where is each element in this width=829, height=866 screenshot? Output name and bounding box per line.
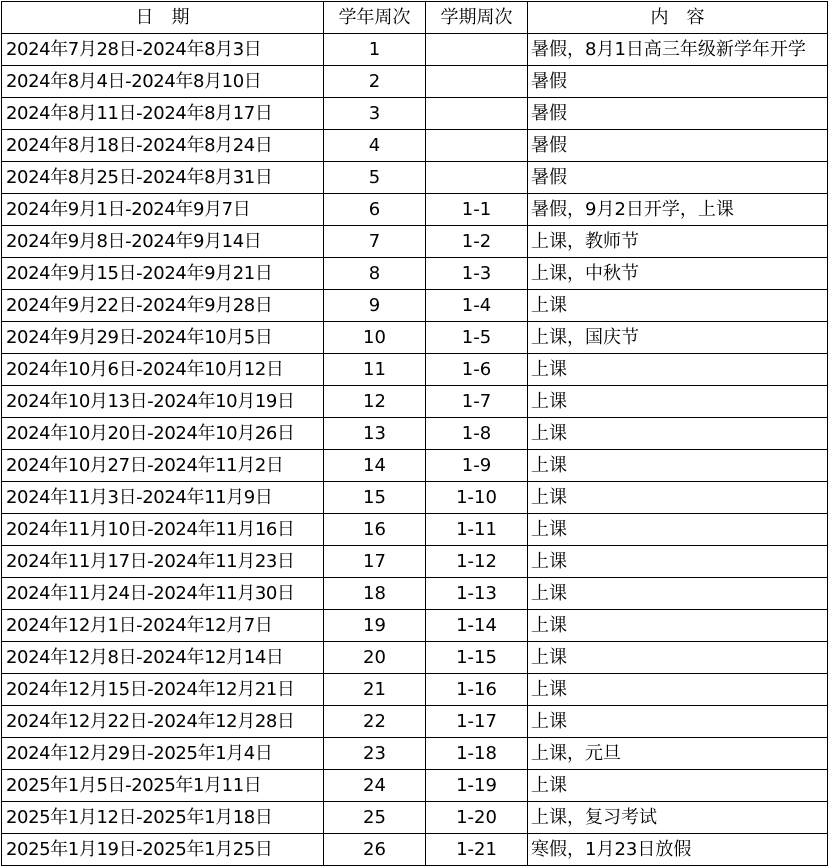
cell-year-week: 19 xyxy=(324,610,426,642)
table-row xyxy=(2,354,828,386)
cell-term-week: 1-18 xyxy=(426,738,528,770)
cell-term-week: 1-14 xyxy=(426,610,528,642)
cell-term-week: 1-20 xyxy=(426,802,528,834)
cell-year-week: 2 xyxy=(324,66,426,98)
cell-date: 2024年10月13日-2024年10月19日 xyxy=(2,386,324,418)
cell-term-week: 1-15 xyxy=(426,642,528,674)
cell-date: 2024年9月8日-2024年9月14日 xyxy=(2,226,324,258)
cell-date: 2024年8月11日-2024年8月17日 xyxy=(2,98,324,130)
table-row xyxy=(2,706,828,738)
cell-term-week xyxy=(426,130,528,162)
cell-date: 2024年12月29日-2025年1月4日 xyxy=(2,738,324,770)
table-row xyxy=(2,418,828,450)
cell-year-week: 4 xyxy=(324,130,426,162)
cell-content: 暑假，9月2日开学，上课 xyxy=(528,194,828,226)
cell-term-week xyxy=(426,98,528,130)
cell-term-week: 1-13 xyxy=(426,578,528,610)
cell-term-week: 1-17 xyxy=(426,706,528,738)
cell-year-week: 18 xyxy=(324,578,426,610)
cell-date: 2025年1月19日-2025年1月25日 xyxy=(2,834,324,866)
cell-content: 上课，元旦 xyxy=(528,738,828,770)
table-row xyxy=(2,258,828,290)
cell-term-week: 1-9 xyxy=(426,450,528,482)
cell-content: 上课 xyxy=(528,290,828,322)
cell-content: 上课，国庆节 xyxy=(528,322,828,354)
cell-date: 2024年8月18日-2024年8月24日 xyxy=(2,130,324,162)
header-content: 内 容 xyxy=(528,2,828,34)
cell-term-week: 1-4 xyxy=(426,290,528,322)
cell-year-week: 14 xyxy=(324,450,426,482)
table-body xyxy=(2,34,828,866)
cell-term-week: 1-8 xyxy=(426,418,528,450)
cell-date: 2024年9月22日-2024年9月28日 xyxy=(2,290,324,322)
cell-term-week xyxy=(426,34,528,66)
cell-year-week: 21 xyxy=(324,674,426,706)
cell-year-week: 7 xyxy=(324,226,426,258)
cell-term-week: 1-10 xyxy=(426,482,528,514)
cell-date: 2024年8月25日-2024年8月31日 xyxy=(2,162,324,194)
cell-year-week: 8 xyxy=(324,258,426,290)
cell-term-week: 1-6 xyxy=(426,354,528,386)
cell-year-week: 13 xyxy=(324,418,426,450)
table-row xyxy=(2,194,828,226)
cell-content: 上课 xyxy=(528,578,828,610)
table-row xyxy=(2,130,828,162)
cell-content: 上课，教师节 xyxy=(528,226,828,258)
cell-date: 2024年11月3日-2024年11月9日 xyxy=(2,482,324,514)
cell-date: 2024年10月27日-2024年11月2日 xyxy=(2,450,324,482)
cell-date: 2024年8月4日-2024年8月10日 xyxy=(2,66,324,98)
cell-content: 暑假 xyxy=(528,98,828,130)
cell-date: 2024年9月1日-2024年9月7日 xyxy=(2,194,324,226)
cell-term-week: 1-2 xyxy=(426,226,528,258)
cell-content: 上课 xyxy=(528,706,828,738)
cell-content: 上课 xyxy=(528,354,828,386)
cell-term-week xyxy=(426,162,528,194)
cell-year-week: 5 xyxy=(324,162,426,194)
cell-year-week: 1 xyxy=(324,34,426,66)
table-row xyxy=(2,674,828,706)
cell-content: 上课 xyxy=(528,674,828,706)
header-row xyxy=(2,2,828,34)
cell-content: 上课 xyxy=(528,770,828,802)
cell-term-week: 1-19 xyxy=(426,770,528,802)
table-row xyxy=(2,578,828,610)
cell-content: 寒假，1月23日放假 xyxy=(528,834,828,866)
cell-content: 上课 xyxy=(528,514,828,546)
cell-year-week: 24 xyxy=(324,770,426,802)
cell-date: 2024年12月22日-2024年12月28日 xyxy=(2,706,324,738)
table-row xyxy=(2,322,828,354)
header-date: 日 期 xyxy=(2,2,324,34)
cell-term-week: 1-1 xyxy=(426,194,528,226)
cell-year-week: 15 xyxy=(324,482,426,514)
cell-content: 上课 xyxy=(528,450,828,482)
cell-content: 暑假 xyxy=(528,162,828,194)
table-row xyxy=(2,386,828,418)
table-row xyxy=(2,290,828,322)
cell-date: 2024年10月6日-2024年10月12日 xyxy=(2,354,324,386)
table-row xyxy=(2,98,828,130)
table-row xyxy=(2,66,828,98)
table-row xyxy=(2,34,828,66)
cell-year-week: 22 xyxy=(324,706,426,738)
cell-content: 暑假 xyxy=(528,130,828,162)
cell-content: 暑假 xyxy=(528,66,828,98)
cell-date: 2024年11月17日-2024年11月23日 xyxy=(2,546,324,578)
cell-term-week xyxy=(426,66,528,98)
cell-year-week: 3 xyxy=(324,98,426,130)
cell-year-week: 25 xyxy=(324,802,426,834)
table-row xyxy=(2,738,828,770)
table-row xyxy=(2,162,828,194)
cell-date: 2024年9月29日-2024年10月5日 xyxy=(2,322,324,354)
cell-year-week: 16 xyxy=(324,514,426,546)
cell-year-week: 6 xyxy=(324,194,426,226)
table-row xyxy=(2,610,828,642)
table-row xyxy=(2,546,828,578)
header-term-week: 学期周次 xyxy=(426,2,528,34)
header-year-week: 学年周次 xyxy=(324,2,426,34)
table-row xyxy=(2,226,828,258)
cell-content: 上课 xyxy=(528,642,828,674)
table-row xyxy=(2,450,828,482)
cell-year-week: 11 xyxy=(324,354,426,386)
cell-year-week: 26 xyxy=(324,834,426,866)
cell-content: 上课 xyxy=(528,482,828,514)
cell-term-week: 1-3 xyxy=(426,258,528,290)
cell-content: 上课 xyxy=(528,418,828,450)
cell-date: 2024年11月10日-2024年11月16日 xyxy=(2,514,324,546)
table-row xyxy=(2,482,828,514)
cell-content: 上课 xyxy=(528,386,828,418)
cell-date: 2024年12月15日-2024年12月21日 xyxy=(2,674,324,706)
cell-term-week: 1-5 xyxy=(426,322,528,354)
cell-term-week: 1-11 xyxy=(426,514,528,546)
cell-content: 上课 xyxy=(528,610,828,642)
cell-date: 2024年7月28日-2024年8月3日 xyxy=(2,34,324,66)
table-row xyxy=(2,770,828,802)
cell-year-week: 20 xyxy=(324,642,426,674)
table-row xyxy=(2,514,828,546)
cell-term-week: 1-7 xyxy=(426,386,528,418)
table-row xyxy=(2,642,828,674)
cell-year-week: 23 xyxy=(324,738,426,770)
cell-year-week: 10 xyxy=(324,322,426,354)
cell-date: 2024年12月8日-2024年12月14日 xyxy=(2,642,324,674)
cell-date: 2024年11月24日-2024年11月30日 xyxy=(2,578,324,610)
cell-date: 2024年9月15日-2024年9月21日 xyxy=(2,258,324,290)
cell-year-week: 17 xyxy=(324,546,426,578)
cell-date: 2024年10月20日-2024年10月26日 xyxy=(2,418,324,450)
cell-content: 上课，中秋节 xyxy=(528,258,828,290)
cell-year-week: 12 xyxy=(324,386,426,418)
cell-content: 暑假，8月1日高三年级新学年开学 xyxy=(528,34,828,66)
cell-term-week: 1-12 xyxy=(426,546,528,578)
table-row xyxy=(2,802,828,834)
cell-date: 2025年1月5日-2025年1月11日 xyxy=(2,770,324,802)
cell-date: 2024年12月1日-2024年12月7日 xyxy=(2,610,324,642)
cell-term-week: 1-16 xyxy=(426,674,528,706)
calendar-table xyxy=(1,1,828,866)
cell-content: 上课 xyxy=(528,546,828,578)
cell-date: 2025年1月12日-2025年1月18日 xyxy=(2,802,324,834)
cell-year-week: 9 xyxy=(324,290,426,322)
table-row xyxy=(2,834,828,866)
cell-term-week: 1-21 xyxy=(426,834,528,866)
cell-content: 上课，复习考试 xyxy=(528,802,828,834)
